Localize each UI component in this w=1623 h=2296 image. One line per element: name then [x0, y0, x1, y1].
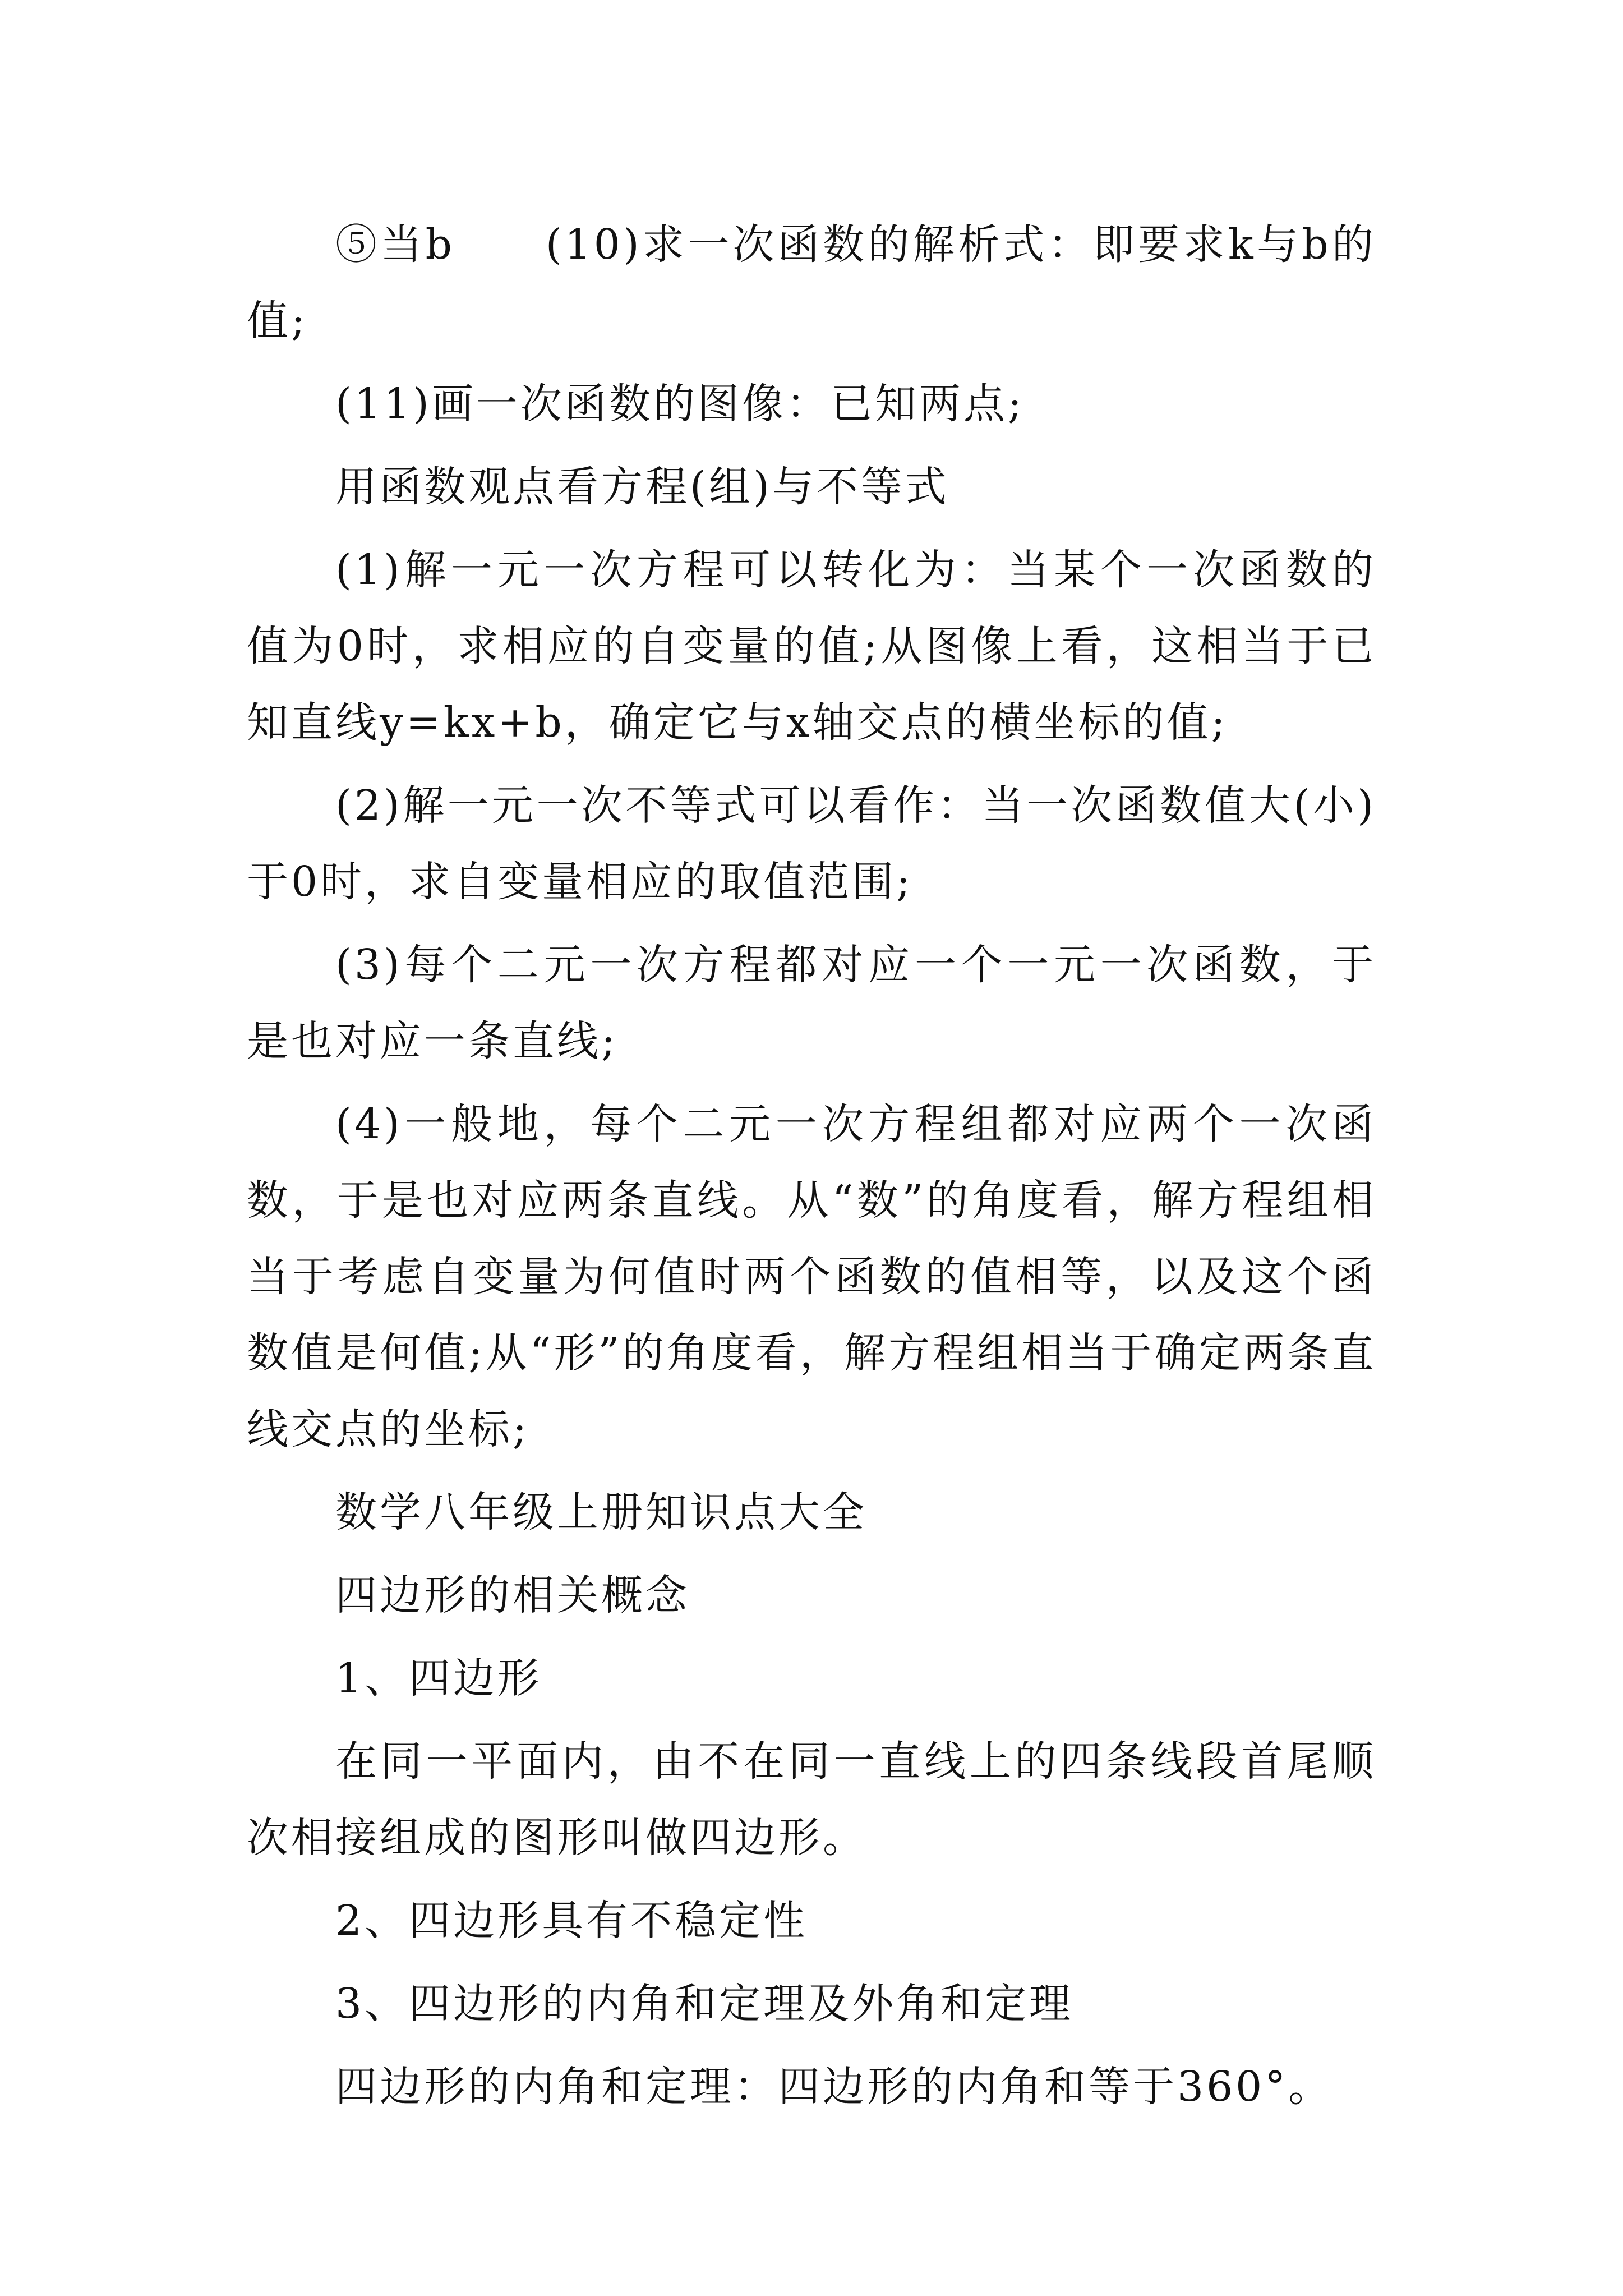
paragraph-interior-angle-sum: 四边形的内角和定理：四边形的内角和等于360°。 — [335, 2063, 1333, 2111]
document-body — [247, 206, 1376, 2132]
section-heading-quadrilateral-concepts: 四边形的相关概念 — [335, 1571, 690, 1619]
list-item-instability: 2、四边形具有不稳定性 — [335, 1897, 808, 1945]
paragraph-quadrilateral-definition: 在同一平面内，由不在同一直线上的四条线段首尾顺次相接组成的图形叫做四边形。 — [247, 1737, 1376, 1862]
paragraph-linear-function-expression: ⑤当b (10)求一次函数的解析式：即要求k与b的值; — [247, 220, 1376, 345]
list-item-quadrilateral: 1、四边形 — [335, 1654, 542, 1703]
paragraph-two-variable-equation: (3)每个二元一次方程都对应一个一元一次函数，于是也对应一条直线; — [247, 941, 1376, 1065]
paragraph-solve-linear-equation: (1)解一元一次方程可以转化为：当某个一次函数的值为0时，求相应的自变量的值;从图像上看，这相当于已知直线y=kx+b，确定它与x轴交点的横坐标的值; — [247, 546, 1376, 747]
paragraph-system-of-equations: (4)一般地，每个二元一次方程组都对应两个一次函数，于是也对应两条直线。从“数”的角度看，解方程组相当于考虑自变量为何值时两个函数的值相等，以及这个函数值是何值;从“形”的角度看，解方程组相当于确定两条直线交点的坐标; — [247, 1100, 1376, 1453]
paragraph-draw-graph: (11)画一次函数的图像：已知两点; — [335, 380, 1025, 428]
paragraph-solve-linear-inequality: (2)解一元一次不等式可以看作：当一次函数值大(小)于0时，求自变量相应的取值范围; — [247, 781, 1376, 906]
section-heading-grade8-knowledge: 数学八年级上册知识点大全 — [335, 1488, 867, 1536]
section-heading-equations-inequalities: 用函数观点看方程(组)与不等式 — [335, 463, 949, 511]
list-item-angle-sum-theorems: 3、四边形的内角和定理及外角和定理 — [335, 1980, 1074, 2028]
